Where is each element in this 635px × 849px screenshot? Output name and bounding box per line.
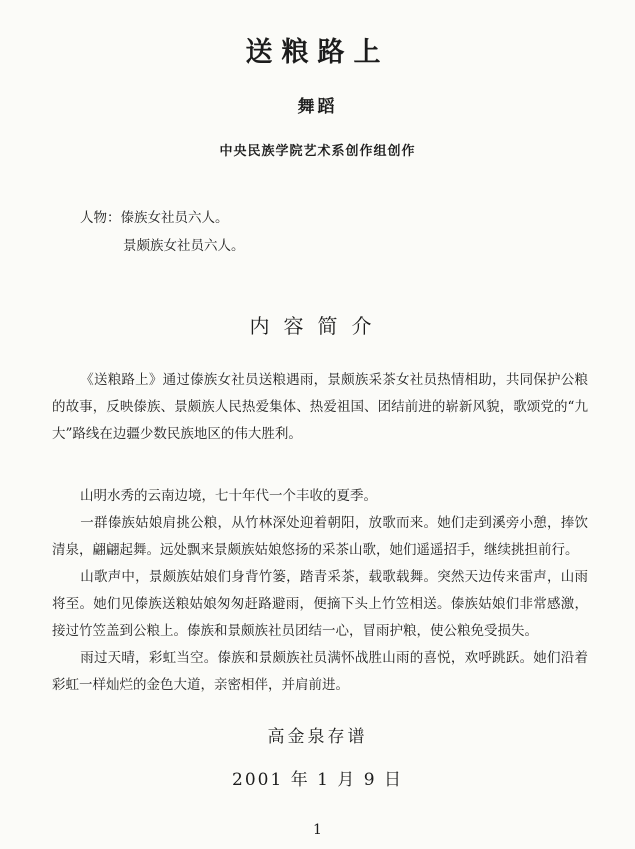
page-subtitle: 舞蹈	[297, 97, 338, 117]
section-title: 内容简介	[249, 314, 386, 338]
paragraph-text: 山歌声中，景颇族姑娘们身背竹篓，踏青采茶，载歌载舞。突然天边传来雷声，山雨将至。她们见傣族送粮姑娘匆匆赶路避雨，便摘下头上竹笠相送。傣族姑娘们非常感激，接过竹笠盖到公粮上。傣族和景颇族社员团结一心，冒雨护粮，使公粮免受损失。	[52, 569, 588, 639]
body-paragraph	[52, 510, 588, 564]
characters-block	[80, 204, 245, 260]
date: 2001 年 1 月 9 日	[232, 770, 403, 790]
summary-paragraph	[52, 367, 588, 448]
signature: 高金泉存谱	[267, 727, 368, 747]
summary-text: 《送粮路上》通过傣族女社员送粮遇雨，景颇族采茶女社员热情相助，共同保护公粮的故事，反映傣族、景颇族人民热爱集体、热爱祖国、团结前进的崭新风貌，歌颂党的“九大”路线在边疆少数民族地区的伟大胜利。	[52, 372, 588, 442]
page-number: 1	[313, 822, 322, 838]
paragraph-text: 雨过天晴，彩虹当空。傣族和景颇族社员满怀战胜山雨的喜悦，欢呼跳跃。她们沿着彩虹一样灿烂的金色大道，亲密相伴，并肩前进。	[52, 650, 588, 693]
body-paragraph	[52, 483, 588, 510]
characters-row	[80, 232, 245, 260]
body-paragraph	[52, 645, 588, 699]
page-title: 送粮路上	[245, 37, 390, 68]
characters-label: 人物：	[80, 210, 121, 226]
character-line: 景颇族女社员六人。	[123, 238, 245, 254]
paragraph-text: 一群傣族姑娘肩挑公粮，从竹林深处迎着朝阳，放歌而来。她们走到溪旁小憩，捧饮清泉，翩翩起舞。远处飘来景颇族姑娘悠扬的采茶山歌，她们遥遥招手，继续挑担前行。	[52, 515, 588, 558]
characters-row	[80, 204, 245, 232]
character-line: 傣族女社员六人。	[120, 210, 229, 226]
paragraph-text: 山明水秀的云南边境，七十年代一个丰收的夏季。	[80, 488, 377, 504]
body-paragraph	[52, 564, 588, 645]
author-line: 中央民族学院艺术系创作组创作	[219, 144, 416, 159]
